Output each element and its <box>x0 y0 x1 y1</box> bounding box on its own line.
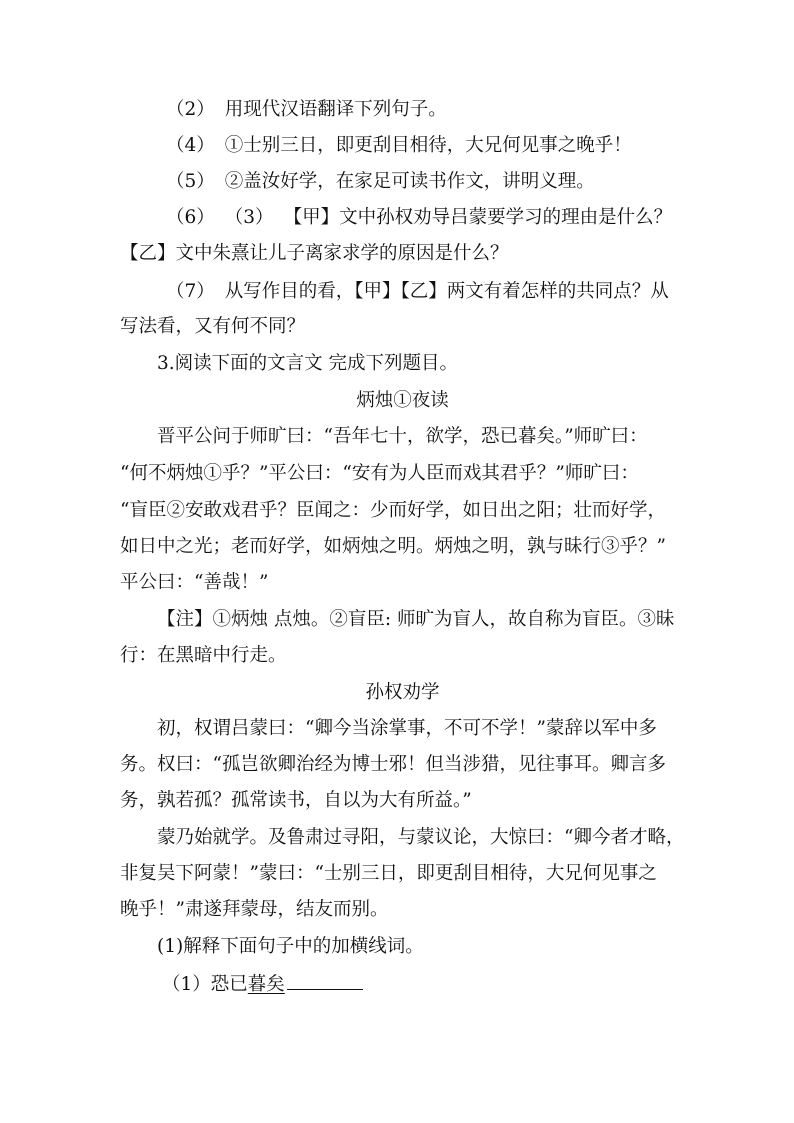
item-6-line-1 <box>166 206 685 230</box>
item-sub-number: （3） <box>224 207 274 228</box>
item-number: （7） <box>166 281 215 302</box>
item-number: （6） <box>166 207 215 228</box>
passage-2-line: 蒙乃始就学。及鲁肃过寻阳，与蒙议论，大惊曰：“卿今者才略， <box>157 827 685 848</box>
item-7-line-2: 写法看，又有何不同？ <box>120 316 306 337</box>
section-heading: 3.阅读下面的文言文 完成下列题目。 <box>157 353 459 374</box>
passage-2-line: 初，权谓吕蒙曰：“卿今当涂掌事，不可不学！”蒙辞以军中多 <box>157 718 657 739</box>
passage-1-note: 行：在黑暗中行走。 <box>120 645 287 666</box>
question-1-prompt: (1)解释下面句子中的加横线词。 <box>157 936 424 957</box>
item-text: ①士别三日，即更刮目相待，大兄何见事之晚乎！ <box>224 135 632 156</box>
question-1-1 <box>162 971 685 997</box>
item-6-line-2: 【乙】文中朱熹让儿子离家求学的原因是什么？ <box>120 243 509 264</box>
passage-2-line: 务，孰若孤？孤常读书，自以为大有所益。” <box>120 790 472 811</box>
passage-2-line: 非复吴下阿蒙！”蒙曰：“士别三日，即更刮目相待，大兄何见事之 <box>120 863 657 884</box>
item-text: 从写作目的看，【甲】【乙】两文有着怎样的共同点？从 <box>224 281 669 302</box>
passage-1-line: “盲臣②安敢戏君乎？臣闻之：少而好学，如日出之阳；壮而好学， <box>120 500 666 521</box>
answer-blank[interactable] <box>287 971 363 990</box>
item-text: 用现代汉语翻译下列句子。 <box>224 99 447 120</box>
item-number: （4） <box>166 135 215 156</box>
passage-1-line: 如日中之光；老而好学，如炳烛之明。炳烛之明，孰与昧行③乎？” <box>120 536 666 557</box>
item-2 <box>166 98 685 122</box>
passage-1-title: 炳烛①夜读 <box>356 390 449 411</box>
passage-1-line: “何不炳烛①乎？”平公曰：“安有为人臣而戏其君乎？”师旷曰： <box>120 463 639 484</box>
passage-2-line: 晚乎！”肃遂拜蒙母，结友而别。 <box>120 899 389 920</box>
underlined-word: 暮矣 <box>247 974 285 995</box>
item-4 <box>166 134 685 158</box>
passage-1-line: 晋平公问于师旷曰：“吾年七十，欲学，恐已暮矣。”师旷曰： <box>157 426 648 447</box>
sentence-text: 恐已 <box>210 974 248 995</box>
item-number: （5） <box>166 171 215 192</box>
item-7-line-1 <box>166 280 685 304</box>
passage-2-line: 务。权曰：“孤岂欲卿治经为博士邪！但当涉猎，见往事耳。卿言多 <box>120 754 666 775</box>
item-number: （2） <box>166 99 215 120</box>
item-text: 【甲】文中孙权劝导吕蒙要学习的理由是什么？ <box>283 207 673 228</box>
passage-1-line: 平公曰：“善哉！” <box>120 572 269 593</box>
passage-1-note: 【注】①炳烛 点烛。②盲臣: 师旷为盲人，故自称为盲臣。③昧 <box>157 609 675 630</box>
item-5 <box>166 170 685 194</box>
item-number: （1） <box>162 974 211 995</box>
passage-2-title: 孙权劝学 <box>365 682 440 703</box>
item-text: ②盖汝好学，在家足可读书作文，讲明义理。 <box>224 171 595 192</box>
